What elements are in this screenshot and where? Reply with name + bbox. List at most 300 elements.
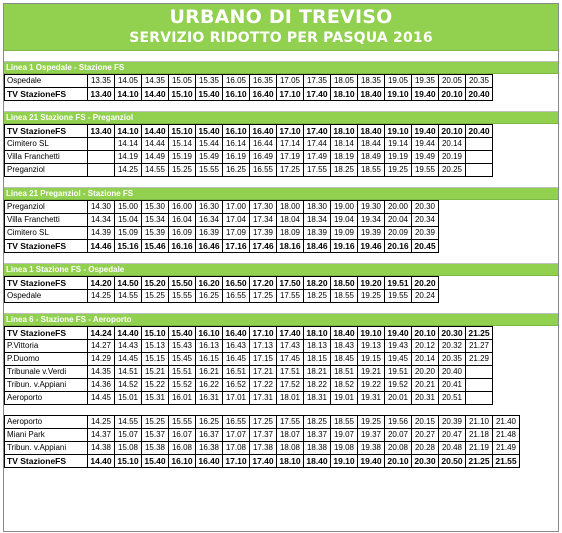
departure-time: 16.25	[196, 416, 223, 429]
departure-time: 17.05	[277, 75, 304, 88]
departure-time: 16.35	[250, 75, 277, 88]
section-spacer	[4, 303, 558, 313]
departure-time: 17.21	[250, 366, 277, 379]
empty-cell	[439, 214, 466, 227]
departure-time: 17.55	[277, 416, 304, 429]
departure-time: 17.22	[250, 379, 277, 392]
departure-time: 19.45	[385, 353, 412, 366]
departure-time: 21.18	[466, 429, 493, 442]
departure-time: 18.21	[304, 366, 331, 379]
departure-time: 20.35	[439, 353, 466, 366]
departure-time: 19.51	[385, 366, 412, 379]
departure-time: 19.31	[358, 392, 385, 405]
departure-time: 19.34	[358, 214, 385, 227]
table-row	[5, 392, 520, 405]
departure-time: 14.51	[115, 366, 142, 379]
departure-time: 19.05	[385, 75, 412, 88]
departure-time: 21.55	[493, 455, 520, 468]
departure-time: 15.38	[142, 442, 169, 455]
section-title: Linea 1 Stazione FS - Ospedale	[4, 263, 558, 276]
departure-time: 18.35	[358, 75, 385, 88]
departure-time: 17.10	[223, 455, 250, 468]
departure-time: 21.25	[466, 455, 493, 468]
departure-time: 15.19	[169, 151, 196, 164]
timetable-table	[4, 415, 520, 468]
departure-time: 16.25	[223, 164, 250, 177]
departure-time: 16.40	[196, 455, 223, 468]
departure-time: 18.25	[331, 164, 358, 177]
departure-time: 18.08	[277, 442, 304, 455]
departure-time: 18.07	[277, 429, 304, 442]
departure-time: 15.00	[115, 201, 142, 214]
departure-time: 20.45	[412, 240, 439, 253]
departure-time: 18.49	[358, 151, 385, 164]
departure-time: 18.40	[358, 88, 385, 101]
timetable-table	[4, 326, 520, 405]
departure-time: 14.38	[88, 442, 115, 455]
timetable-sheet	[3, 3, 559, 532]
stop-name: Preganziol	[5, 201, 88, 214]
departure-time	[466, 138, 493, 151]
departure-time: 20.01	[385, 392, 412, 405]
stop-name: Villa Franchetti	[5, 151, 88, 164]
departure-time: 19.10	[385, 125, 412, 138]
departure-time: 15.55	[169, 416, 196, 429]
departure-time: 14.40	[88, 455, 115, 468]
stop-name: TV StazioneFS	[5, 455, 88, 468]
departure-time: 16.15	[196, 353, 223, 366]
departure-time: 17.34	[250, 214, 277, 227]
table-row	[5, 88, 520, 101]
departure-time: 20.48	[439, 442, 466, 455]
departure-time: 14.10	[115, 125, 142, 138]
table-row	[5, 125, 520, 138]
departure-time: 19.40	[358, 455, 385, 468]
departure-time: 20.39	[439, 416, 466, 429]
departure-time: 16.22	[196, 379, 223, 392]
departure-time: 16.51	[223, 366, 250, 379]
table-row	[5, 201, 520, 214]
departure-time: 17.40	[304, 88, 331, 101]
departure-time: 14.20	[88, 277, 115, 290]
departure-time: 19.52	[385, 379, 412, 392]
departure-time: 18.40	[331, 327, 358, 340]
departure-time: 18.43	[331, 340, 358, 353]
departure-time: 14.14	[115, 138, 142, 151]
departure-time: 17.09	[223, 227, 250, 240]
timetable-header	[4, 4, 558, 51]
departure-time: 19.14	[385, 138, 412, 151]
departure-time: 18.55	[331, 416, 358, 429]
departure-time: 19.40	[385, 327, 412, 340]
departure-time: 17.07	[223, 429, 250, 442]
departure-time: 20.34	[412, 214, 439, 227]
departure-time	[466, 151, 493, 164]
departure-time: 18.40	[358, 125, 385, 138]
departure-time: 16.44	[250, 138, 277, 151]
departure-time: 14.25	[88, 290, 115, 303]
departure-time: 19.39	[358, 227, 385, 240]
departure-time: 16.05	[223, 75, 250, 88]
departure-time: 14.29	[88, 353, 115, 366]
empty-cell	[493, 353, 520, 366]
departure-time: 18.10	[277, 455, 304, 468]
stop-name: Villa Franchetti	[5, 214, 88, 227]
stop-name: TV StazioneFS	[5, 240, 88, 253]
departure-time: 17.01	[223, 392, 250, 405]
departure-time: 14.40	[142, 88, 169, 101]
table-row	[5, 327, 520, 340]
departure-time: 14.45	[88, 392, 115, 405]
table-row	[5, 151, 520, 164]
empty-cell	[439, 240, 466, 253]
section-spacer	[4, 177, 558, 187]
departure-time: 14.37	[88, 429, 115, 442]
departure-time: 15.25	[169, 164, 196, 177]
departure-time: 14.52	[115, 379, 142, 392]
departure-time: 19.10	[385, 88, 412, 101]
empty-cell	[493, 340, 520, 353]
departure-time: 20.35	[466, 75, 493, 88]
table-row	[5, 290, 520, 303]
departure-time: 15.49	[196, 151, 223, 164]
departure-time: 18.50	[331, 277, 358, 290]
departure-time: 14.36	[88, 379, 115, 392]
empty-cell	[439, 227, 466, 240]
departure-time: 20.30	[412, 201, 439, 214]
departure-time: 15.21	[142, 366, 169, 379]
section-spacer	[4, 51, 558, 61]
departure-time: 17.30	[250, 201, 277, 214]
departure-time: 21.27	[466, 340, 493, 353]
departure-time: 17.45	[277, 353, 304, 366]
departure-time: 17.10	[277, 88, 304, 101]
departure-time: 14.44	[142, 138, 169, 151]
departure-time: 21.40	[493, 416, 520, 429]
departure-time: 18.10	[331, 125, 358, 138]
departure-time: 16.08	[169, 442, 196, 455]
departure-time: 20.21	[412, 379, 439, 392]
departure-time: 16.16	[169, 240, 196, 253]
page-title: URBANO DI TREVISO	[169, 6, 393, 28]
departure-time: 18.01	[277, 392, 304, 405]
table-row	[5, 455, 520, 468]
departure-time: 16.52	[223, 379, 250, 392]
departure-time: 14.55	[115, 416, 142, 429]
departure-time: 17.40	[250, 455, 277, 468]
departure-time	[466, 379, 493, 392]
departure-time: 17.44	[304, 138, 331, 151]
departure-time: 14.34	[88, 214, 115, 227]
departure-time: 18.14	[331, 138, 358, 151]
section-spacer	[4, 253, 558, 263]
departure-time: 17.25	[250, 416, 277, 429]
departure-time: 20.40	[466, 125, 493, 138]
departure-time: 21.49	[493, 442, 520, 455]
departure-time: 20.10	[439, 125, 466, 138]
departure-time: 19.21	[358, 366, 385, 379]
timetable-sections	[4, 51, 558, 468]
departure-time: 16.14	[223, 138, 250, 151]
departure-time: 15.10	[142, 327, 169, 340]
stop-name: Tribun. v.Appiani	[5, 442, 88, 455]
departure-time: 20.14	[412, 353, 439, 366]
departure-time: 17.10	[250, 327, 277, 340]
empty-cell	[439, 277, 466, 290]
departure-time: 18.34	[304, 214, 331, 227]
table-row	[5, 416, 520, 429]
departure-time: 19.16	[331, 240, 358, 253]
departure-time: 18.31	[304, 392, 331, 405]
departure-time: 18.22	[304, 379, 331, 392]
departure-time: 20.12	[412, 340, 439, 353]
departure-time: 19.25	[385, 164, 412, 177]
empty-cell	[493, 392, 520, 405]
departure-time: 16.21	[196, 366, 223, 379]
departure-time: 20.30	[412, 455, 439, 468]
empty-cell	[493, 290, 520, 303]
departure-time: 16.43	[223, 340, 250, 353]
departure-time: 18.39	[304, 227, 331, 240]
departure-time: 16.25	[196, 290, 223, 303]
stop-name: Cimitero SL	[5, 227, 88, 240]
empty-cell	[493, 277, 520, 290]
departure-time: 18.09	[277, 227, 304, 240]
stop-name: Miani Park	[5, 429, 88, 442]
departure-time: 18.19	[331, 151, 358, 164]
departure-time: 19.04	[331, 214, 358, 227]
departure-time: 17.25	[277, 164, 304, 177]
departure-time: 18.16	[277, 240, 304, 253]
table-row	[5, 429, 520, 442]
table-row	[5, 75, 520, 88]
departure-time: 18.25	[304, 416, 331, 429]
departure-time: 16.55	[223, 416, 250, 429]
departure-time: 14.39	[88, 227, 115, 240]
departure-time: 20.41	[439, 379, 466, 392]
departure-time: 18.13	[304, 340, 331, 353]
departure-time: 18.05	[331, 75, 358, 88]
departure-time: 16.07	[169, 429, 196, 442]
departure-time: 16.04	[169, 214, 196, 227]
departure-time: 17.52	[277, 379, 304, 392]
departure-time: 21.19	[466, 442, 493, 455]
departure-time: 15.34	[142, 214, 169, 227]
timetable-table	[4, 124, 520, 177]
departure-time: 18.45	[331, 353, 358, 366]
empty-cell	[439, 290, 466, 303]
empty-cell	[466, 290, 493, 303]
departure-time: 15.46	[142, 240, 169, 253]
departure-time: 20.14	[439, 138, 466, 151]
departure-time: 19.07	[331, 429, 358, 442]
empty-cell	[466, 277, 493, 290]
departure-time: 14.55	[142, 164, 169, 177]
departure-time: 15.31	[142, 392, 169, 405]
departure-time: 19.51	[385, 277, 412, 290]
departure-time: 20.27	[412, 429, 439, 442]
departure-time: 19.09	[331, 227, 358, 240]
departure-time: 15.01	[115, 392, 142, 405]
departure-time: 14.35	[142, 75, 169, 88]
departure-time: 15.39	[142, 227, 169, 240]
departure-time: 15.14	[169, 138, 196, 151]
departure-time: 17.55	[277, 290, 304, 303]
departure-time: 15.44	[196, 138, 223, 151]
empty-cell	[493, 240, 520, 253]
departure-time: 17.14	[277, 138, 304, 151]
departure-time: 16.31	[196, 392, 223, 405]
empty-cell	[466, 214, 493, 227]
departure-time: 15.22	[142, 379, 169, 392]
departure-time: 17.00	[223, 201, 250, 214]
departure-time: 16.01	[169, 392, 196, 405]
departure-time: 16.10	[223, 88, 250, 101]
departure-time: 15.20	[142, 277, 169, 290]
departure-time: 17.35	[304, 75, 331, 88]
departure-time	[88, 151, 115, 164]
departure-time: 16.10	[223, 125, 250, 138]
departure-time: 18.15	[304, 353, 331, 366]
empty-cell	[493, 327, 520, 340]
timetable-table	[4, 200, 520, 253]
departure-time: 16.09	[169, 227, 196, 240]
departure-time: 14.55	[115, 290, 142, 303]
departure-time: 19.22	[358, 379, 385, 392]
departure-time: 20.31	[412, 392, 439, 405]
departure-time: 15.05	[169, 75, 196, 88]
section-spacer	[4, 405, 558, 415]
departure-time: 20.10	[439, 88, 466, 101]
departure-time: 20.39	[412, 227, 439, 240]
departure-time: 13.40	[88, 88, 115, 101]
departure-time: 15.55	[196, 164, 223, 177]
departure-time: 17.39	[250, 227, 277, 240]
stop-name: TV StazioneFS	[5, 88, 88, 101]
departure-time: 17.55	[304, 164, 331, 177]
stop-name: Cimitero SL	[5, 138, 88, 151]
stop-name: Aeroporto	[5, 392, 88, 405]
timetable-table	[4, 74, 520, 101]
departure-time: 13.40	[88, 125, 115, 138]
departure-time: 17.16	[223, 240, 250, 253]
departure-time: 20.51	[439, 392, 466, 405]
departure-time: 17.31	[250, 392, 277, 405]
departure-time: 16.38	[196, 442, 223, 455]
departure-time: 19.46	[358, 240, 385, 253]
departure-time: 20.09	[385, 227, 412, 240]
table-row	[5, 138, 520, 151]
departure-time: 18.00	[277, 201, 304, 214]
departure-time: 16.40	[250, 88, 277, 101]
stop-name: Ospedale	[5, 75, 88, 88]
departure-time: 15.52	[169, 379, 196, 392]
departure-time: 19.10	[331, 455, 358, 468]
departure-time: 14.19	[115, 151, 142, 164]
empty-cell	[493, 214, 520, 227]
section-title: Linea 6 - Stazione FS - Aeroporto	[4, 313, 558, 326]
departure-time: 17.37	[250, 429, 277, 442]
departure-time: 17.38	[250, 442, 277, 455]
departure-time: 16.30	[196, 201, 223, 214]
departure-time: 15.08	[115, 442, 142, 455]
departure-time: 15.40	[196, 88, 223, 101]
departure-time: 20.00	[385, 201, 412, 214]
empty-cell	[493, 164, 520, 177]
stop-name: TV StazioneFS	[5, 125, 88, 138]
departure-time: 20.15	[412, 416, 439, 429]
empty-cell	[493, 125, 520, 138]
stop-name: Tribunale v.Verdi	[5, 366, 88, 379]
departure-time: 18.40	[304, 455, 331, 468]
departure-time: 16.45	[223, 353, 250, 366]
stop-name: Aeroporto	[5, 416, 88, 429]
departure-time: 16.39	[196, 227, 223, 240]
departure-time: 21.25	[466, 327, 493, 340]
empty-cell	[466, 227, 493, 240]
departure-time: 19.13	[358, 340, 385, 353]
departure-time: 16.40	[250, 125, 277, 138]
departure-time: 18.20	[304, 277, 331, 290]
departure-time	[466, 366, 493, 379]
departure-time: 14.50	[115, 277, 142, 290]
stop-name: Tribun. v.Appiani	[5, 379, 88, 392]
departure-time: 18.46	[304, 240, 331, 253]
departure-time: 15.55	[169, 290, 196, 303]
departure-time: 17.40	[277, 327, 304, 340]
departure-time: 17.50	[277, 277, 304, 290]
departure-time: 15.07	[115, 429, 142, 442]
departure-time: 21.10	[466, 416, 493, 429]
departure-time: 15.15	[142, 353, 169, 366]
departure-time: 17.25	[250, 290, 277, 303]
departure-time: 20.20	[412, 277, 439, 290]
section-title: Linea 21 Preganziol - Stazione FS	[4, 187, 558, 200]
departure-time: 20.32	[439, 340, 466, 353]
table-row	[5, 340, 520, 353]
departure-time	[466, 392, 493, 405]
departure-time: 15.50	[169, 277, 196, 290]
departure-time: 16.19	[223, 151, 250, 164]
departure-time: 20.40	[466, 88, 493, 101]
departure-time: 20.30	[439, 327, 466, 340]
departure-time: 14.25	[115, 164, 142, 177]
departure-time: 15.30	[142, 201, 169, 214]
departure-time: 17.04	[223, 214, 250, 227]
empty-cell	[493, 138, 520, 151]
departure-time: 19.44	[412, 138, 439, 151]
departure-time: 17.19	[277, 151, 304, 164]
section-spacer	[4, 101, 558, 111]
departure-time: 18.10	[331, 88, 358, 101]
departure-time: 16.49	[250, 151, 277, 164]
departure-time: 15.13	[142, 340, 169, 353]
departure-time: 16.55	[223, 290, 250, 303]
departure-time: 17.20	[250, 277, 277, 290]
departure-time: 20.16	[385, 240, 412, 253]
departure-time: 19.01	[331, 392, 358, 405]
departure-time: 15.25	[142, 416, 169, 429]
table-row	[5, 277, 520, 290]
table-row	[5, 442, 520, 455]
table-row	[5, 240, 520, 253]
departure-time	[88, 164, 115, 177]
departure-time: 20.28	[412, 442, 439, 455]
departure-time: 18.44	[358, 138, 385, 151]
departure-time: 20.07	[385, 429, 412, 442]
departure-time: 15.51	[169, 366, 196, 379]
departure-time: 15.10	[169, 88, 196, 101]
